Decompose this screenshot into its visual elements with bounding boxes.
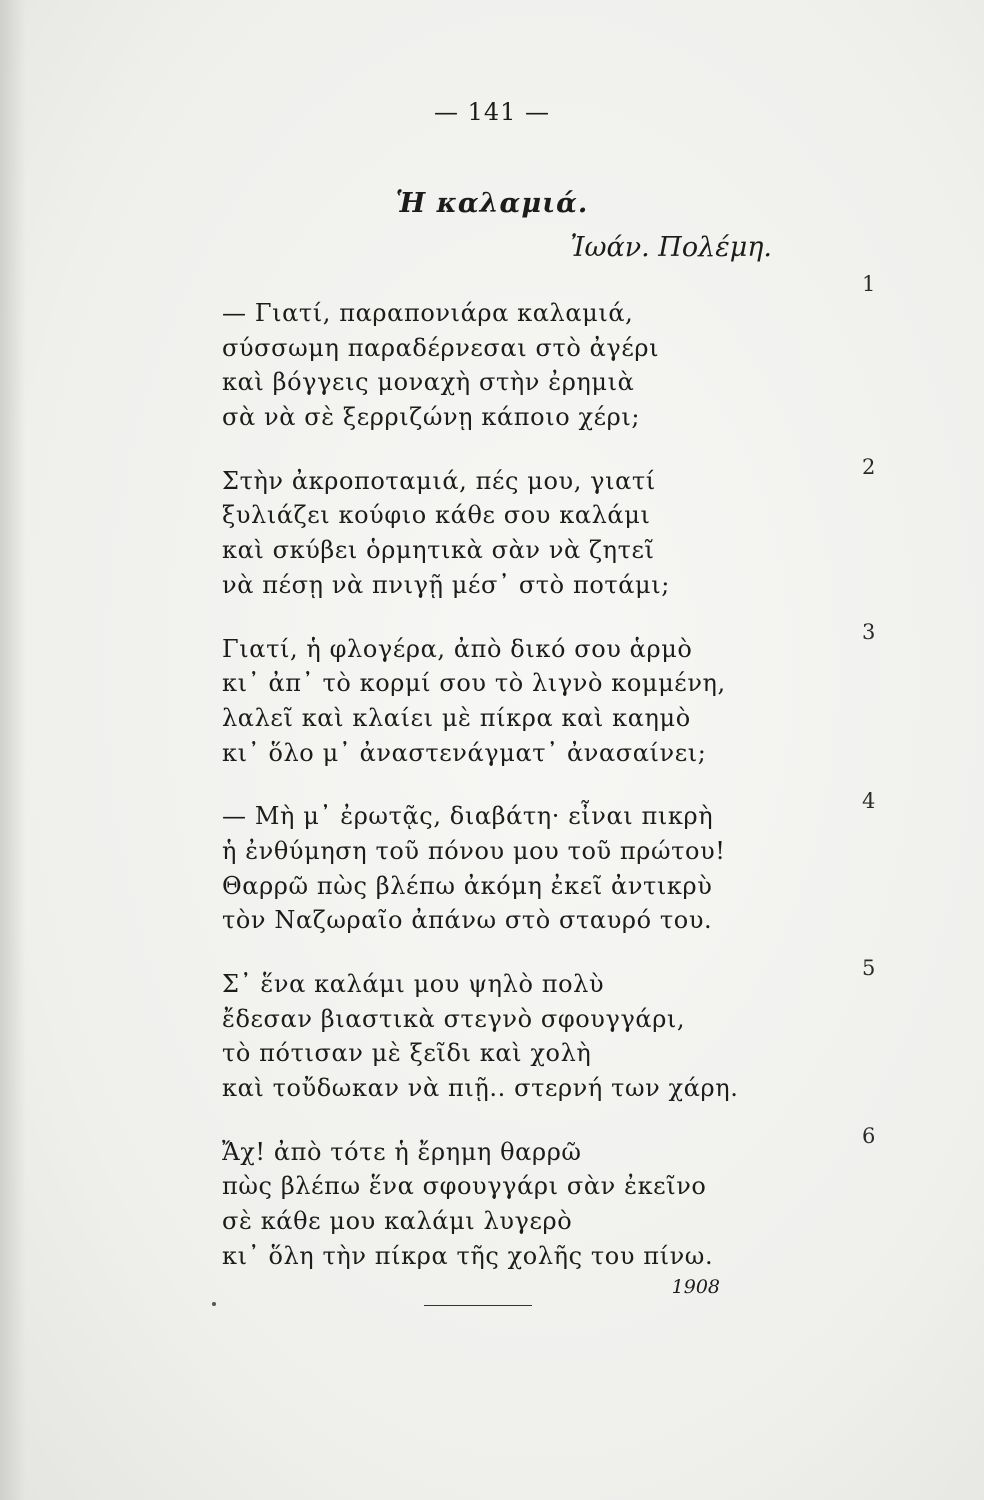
poem-line: νὰ πέσῃ νὰ πνιγῇ μέσ᾽ στὸ ποτάμι; <box>222 570 670 599</box>
margin-stanza-number: 1 <box>862 272 876 296</box>
poem-line: Ἄχ! ἀπὸ τότε ἡ ἔρημη θαρρῶ <box>222 1137 582 1166</box>
poem-line: ἡ ἐνθύμηση τοῦ πόνου μου τοῦ πρώτου! <box>222 836 726 865</box>
stanza <box>222 296 782 435</box>
stanza <box>222 632 782 771</box>
poem-line: κι᾽ ὅλη τὴν πίκρα τῆς χολῆς του πίνω. <box>222 1241 714 1270</box>
margin-stanza-number: 6 <box>862 1124 876 1148</box>
margin-stanza-number: 4 <box>862 789 876 813</box>
stanza <box>222 967 782 1106</box>
poem-line: Γιατί, ἡ φλογέρα, ἀπὸ δικό σου ἁρμὸ <box>222 634 693 663</box>
poem-line: κι᾽ ἀπ᾽ τὸ κορμί σου τὸ λιγνὸ κομμένη, <box>222 669 726 698</box>
margin-stanza-number: 3 <box>862 620 876 644</box>
poem-line: καὶ σκύβει ὁρμητικὰ σὰν νὰ ζητεῖ <box>222 536 655 565</box>
stanza <box>222 1135 782 1274</box>
poem-line: Σ᾽ ἕνα καλάμι μου ψηλὸ πολὺ <box>222 970 605 998</box>
margin-stanza-number: 5 <box>862 956 876 980</box>
poem-line: ἔδεσαν βιαστικὰ στεγνὸ σφουγγάρι, <box>222 1004 686 1033</box>
stray-dot <box>212 1302 216 1306</box>
poem-line: σύσσωμη παραδέρνεσαι στὸ ἀγέρι <box>222 333 660 362</box>
poem-line: καὶ βόγγεις μοναχὴ στὴν ἐρημιὰ <box>222 368 635 397</box>
poem-line: — Μὴ μ᾽ ἐρωτᾷς, διαβάτη· εἶναι πικρὴ <box>222 802 714 831</box>
page-gutter-shadow <box>0 0 26 1500</box>
poem-title: Ἡ καλαμιά. <box>395 188 589 219</box>
poem-line: Στὴν ἀκροποταμιά, πές μου, γιατί <box>222 466 656 495</box>
poem-line: τὸ πότισαν μὲ ξεῖδι καὶ χολὴ <box>222 1039 592 1068</box>
poem-line: σὰ νὰ σὲ ξερριζώνῃ κάποιο χέρι; <box>222 403 641 432</box>
poem-body <box>222 296 782 1303</box>
poem-line: τὸν Ναζωραῖο ἀπάνω στὸ σταυρό του. <box>222 906 713 935</box>
poem-author: Ἰωάν. Πολέμη. <box>570 232 772 263</box>
poem-line: ξυλιάζει κούφιο κάθε σου καλάμι <box>222 501 651 530</box>
end-rule <box>424 1305 532 1306</box>
stanza <box>222 464 782 603</box>
poem-line: Θαρρῶ πὼς βλέπω ἀκόμη ἐκεῖ ἀντικρὺ <box>222 871 713 900</box>
poem-line: κι᾽ ὅλο μ᾽ ἀναστενάγματ᾽ ἀνασαίνει; <box>222 738 707 767</box>
poem-line: — Γιατί, παραπονιάρα καλαμιά, <box>222 299 634 327</box>
stanza <box>222 799 782 938</box>
poem-line: σὲ κάθε μου καλάμι λυγερὸ <box>222 1207 573 1236</box>
margin-stanza-number: 2 <box>862 455 876 479</box>
poem-line: πὼς βλέπω ἕνα σφουγγάρι σὰν ἐκεῖνο <box>222 1172 707 1201</box>
poem-year: 1908 <box>671 1276 720 1298</box>
poem-line: καὶ τοὔδωκαν νὰ πιῇ.. στερνή των χάρη. <box>222 1074 739 1103</box>
page-number: — 141 — <box>433 98 551 126</box>
poem-line: λαλεῖ καὶ κλαίει μὲ πίκρα καὶ καημὸ <box>222 703 691 732</box>
